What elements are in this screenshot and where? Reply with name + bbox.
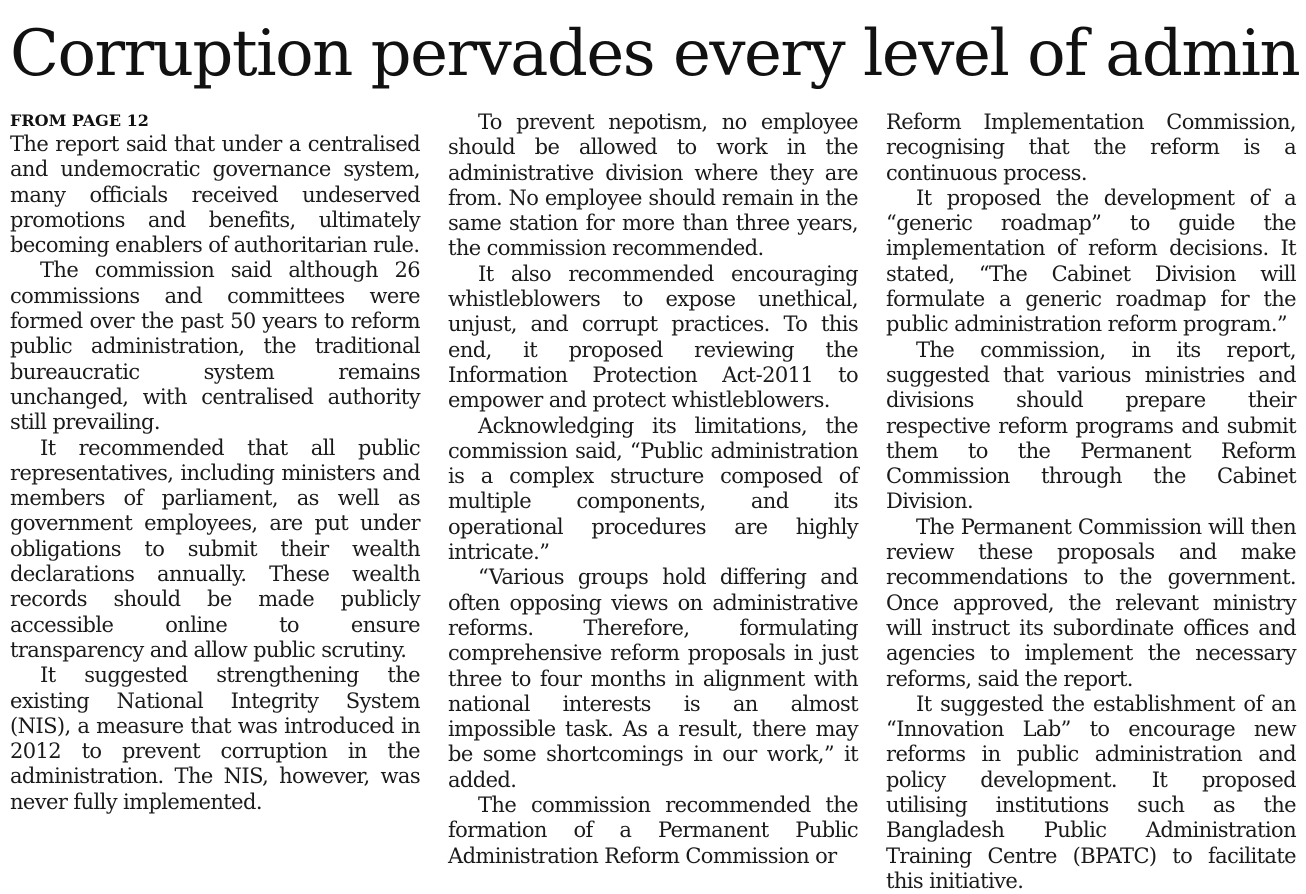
paragraph: The commission, in its report, suggested that various ministries and divisions should prepare their respective reform programs and submit them to the Permanent Reform Commission through the Cabinet Division. xyxy=(886,337,1296,514)
jump-label: FROM PAGE 12 xyxy=(10,111,149,130)
paragraph: It suggested the establishment of an “Innovation Lab” to encourage new reforms in public administration and policy development. It proposed utilising institutions such as the Bangladesh Public Administration Training Centre (BPATC) to facilitate this initiative. xyxy=(886,691,1296,893)
paragraph: The commission said although 26 commissions and committees were formed over the past 50 years to reform public administration, the traditional bureaucratic system remains unchanged, with centralised authority still prevailing. xyxy=(10,258,420,435)
article-column-3 xyxy=(886,110,1296,893)
headline: Corruption pervades every level of admin xyxy=(10,17,1300,91)
paragraph: It recommended that all public representatives, including ministers and members of parliament, as well as government employees, are put under obligations to submit their wealth declarations annually. These wealth records should be made publicly accessible online to ensure transparency and allow public scrutiny. xyxy=(10,435,420,662)
paragraph: The Permanent Commission will then review these proposals and make recommendations to the government. Once approved, the relevant ministry will instruct its subordinate offices and agencies to implement the necessary reforms, said the report. xyxy=(886,514,1296,691)
paragraph: The report said that under a centralised and undemocratic governance system, many officials received undeserved promotions and benefits, ultimately becoming enablers of authoritarian rule. xyxy=(10,132,420,258)
paragraph: “Various groups hold differing and often opposing views on administrative reforms. Therefore, formulating comprehensive reform proposals in just three to four months in alignment with national interests is an almost impossible task. As a result, there may be some shortcomings in our work,” it added. xyxy=(448,565,858,792)
paragraph: Reform Implementation Commission, recognising that the reform is a continuous process. xyxy=(886,110,1296,185)
paragraph: Acknowledging its limitations, the commission said, “Public administration is a complex structure composed of multiple components, and its operational procedures are highly intricate.” xyxy=(448,413,858,565)
article-column-1 xyxy=(10,110,420,880)
paragraph: The commission recommended the formation of a Permanent Public Administration Reform Commission or xyxy=(448,793,858,868)
paragraph: It suggested strengthening the existing National Integrity System (NIS), a measure that was introduced in 2012 to prevent corruption in the administration. The NIS, however, was never fully implemented. xyxy=(10,663,420,814)
paragraph: It also recommended encouraging whistleblowers to expose unethical, unjust, and corrupt practices. To this end, it proposed reviewing the Information Protection Act-2011 to empower and protect whistleblowers. xyxy=(448,261,858,413)
paragraph: It proposed the development of a “generic roadmap” to guide the implementation of reform decisions. It stated, “The Cabinet Division will formulate a generic roadmap for the public administration reform program.” xyxy=(886,185,1296,337)
paragraph: To prevent nepotism, no employee should be allowed to work in the administrative division where they are from. No employee should remain in the same station for more than three years, the commission recommended. xyxy=(448,110,858,261)
article-column-2 xyxy=(448,110,858,880)
